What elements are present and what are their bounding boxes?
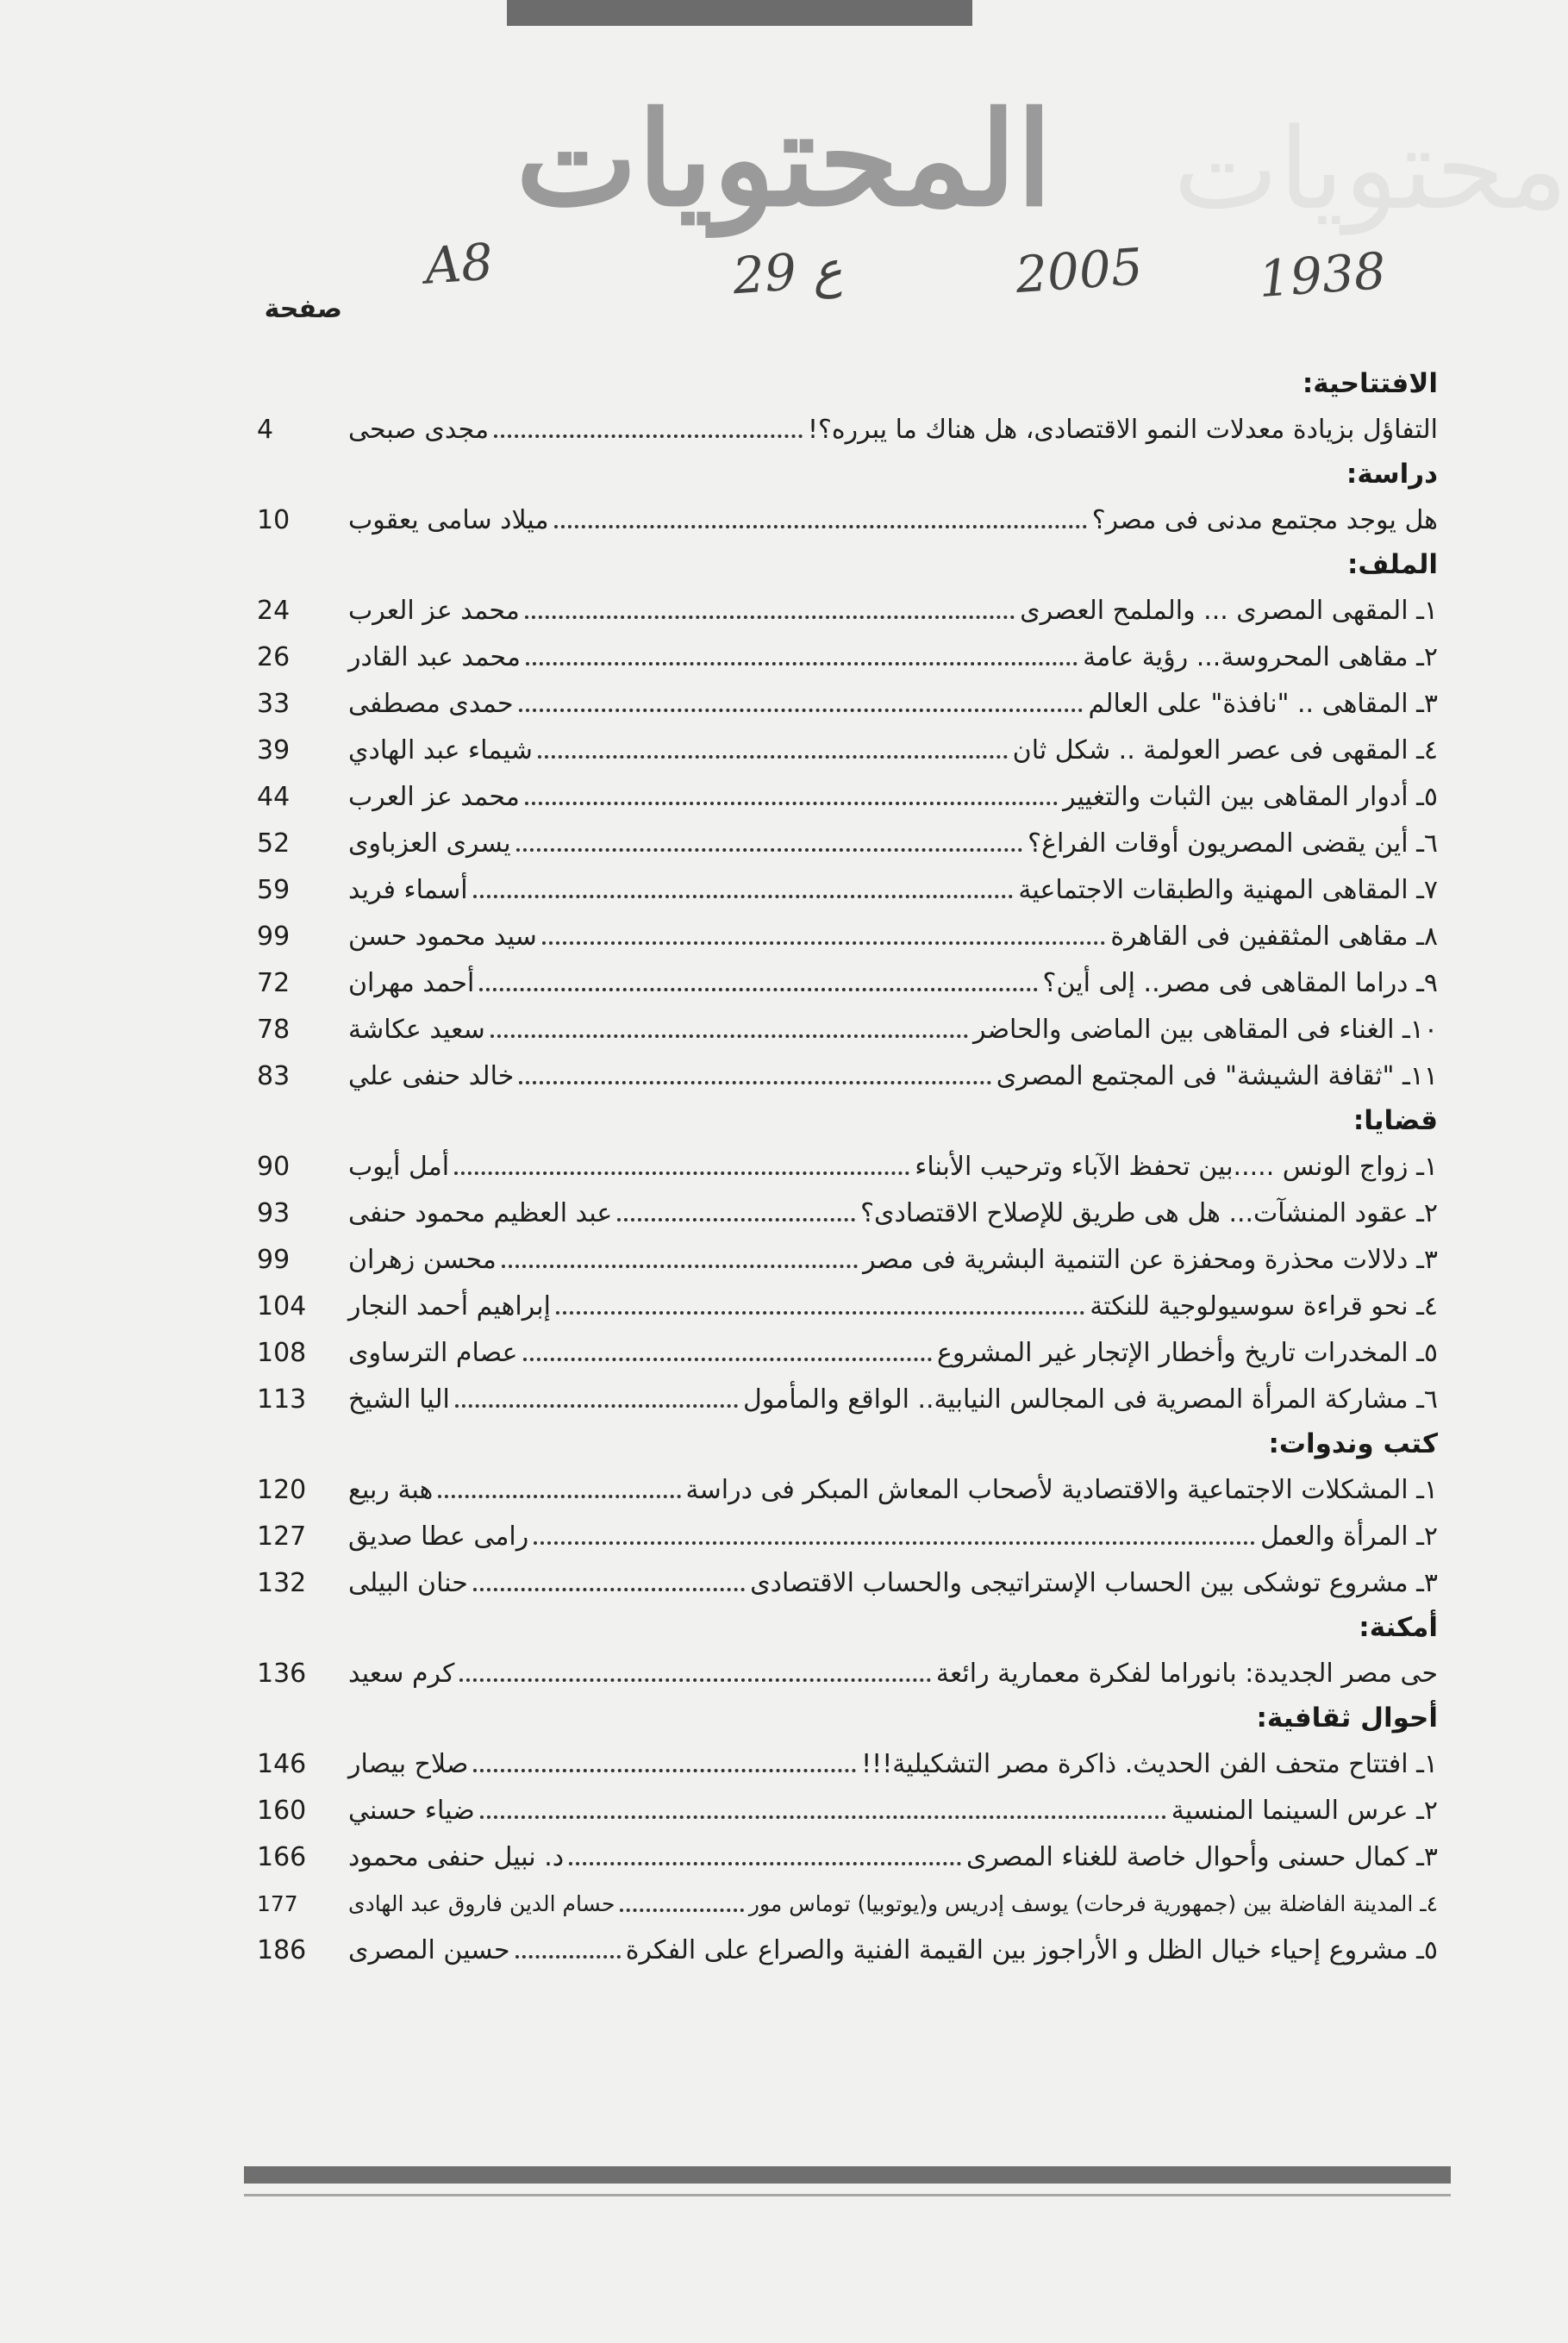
entry-page-number: 120 (257, 1474, 307, 1505)
toc-entry (257, 866, 1438, 913)
entry-title: ٤ـ نحو قراءة سوسيولوجية للنكتة (1090, 1290, 1438, 1321)
entry-title: ١١ـ "ثقافة الشيشة" فى المجتمع المصرى (996, 1060, 1438, 1091)
dot-leader (569, 1862, 961, 1865)
dot-leader (556, 1311, 1084, 1315)
entry-page-number: 33 (257, 688, 290, 719)
toc-entry (257, 773, 1438, 820)
toc-entry (257, 1466, 1438, 1513)
entry-author: عبد العظيم محمود حنفى (348, 1197, 613, 1228)
dot-leader (459, 1678, 931, 1682)
section-heading: الافتتاحية: (1302, 368, 1438, 399)
entry-title: ٩ـ دراما المقاهى فى مصر.. إلى أين؟ (1042, 967, 1438, 998)
toc-entry (257, 959, 1438, 1006)
toc-entry (257, 1834, 1438, 1880)
entry-title: ٢ـ عرس السينما المنسية (1171, 1795, 1438, 1826)
entry-page-number: 44 (257, 781, 290, 812)
entry-page-number: 90 (257, 1151, 290, 1182)
dot-leader (519, 1081, 990, 1084)
entry-title: ٦ـ أين يقضى المصريون أوقات الفراغ؟ (1028, 828, 1438, 859)
handwritten-date: 2005 (1013, 236, 1145, 305)
entry-author: حسين المصرى (348, 1934, 510, 1965)
entry-title: ٥ـ مشروع إحياء خيال الظل و الأراجوز بين القيمة الفنية والصراع على الفكرة (625, 1934, 1438, 1965)
entry-title: التفاؤل بزيادة معدلات النمو الاقتصادى، هل هناك ما يبرره؟! (807, 414, 1438, 445)
dot-leader (473, 1588, 745, 1591)
toc-entry (257, 587, 1438, 634)
dot-leader (455, 1404, 738, 1408)
entry-title: ٣ـ مشروع توشكى بين الحساب الإستراتيجى والحساب الاقتصادى (750, 1567, 1438, 1598)
entry-page-number: 52 (257, 828, 290, 859)
dot-leader (523, 1358, 932, 1361)
entry-author: حسام الدين فاروق عبد الهادى (348, 1890, 615, 1916)
dot-leader (454, 1172, 909, 1175)
toc-entry (257, 1190, 1438, 1236)
entry-page-number: 83 (257, 1060, 290, 1091)
toc-entry (257, 1787, 1438, 1834)
dot-leader (620, 1909, 743, 1912)
entry-author: شيماء عبد الهادي (348, 734, 533, 765)
entry-page-number: 186 (257, 1934, 307, 1965)
entry-title: ٣ـ دلالات محذرة ومحفزة عن التنمية البشرية فى مصر (863, 1244, 1438, 1275)
entry-author: محمد عز العرب (348, 595, 520, 626)
entry-page-number: 24 (257, 595, 290, 626)
entry-page-number: 104 (257, 1290, 307, 1321)
entry-title: ٥ـ أدوار المقاهى بين الثبات والتغيير (1063, 781, 1438, 812)
section-heading: دراسة: (1346, 459, 1438, 490)
entry-page-number: 10 (257, 504, 290, 535)
entry-page-number: 39 (257, 734, 290, 765)
top-gray-bar (507, 0, 972, 26)
toc-entry (257, 1559, 1438, 1606)
entry-author: سعيد عكاشة (348, 1014, 485, 1045)
entry-title: ١٠ـ الغناء فى المقاهى بين الماضى والحاضر (973, 1014, 1438, 1045)
entry-title: ٣ـ المقاهى .. "نافذة" على العالم (1088, 688, 1438, 719)
entry-author: يسرى العزباوى (348, 828, 511, 859)
dot-leader (617, 1218, 855, 1221)
entry-page-number: 132 (257, 1567, 307, 1598)
handwritten-year: 1938 (1256, 241, 1388, 309)
entry-page-number: 26 (257, 641, 290, 672)
entry-page-number: 136 (257, 1658, 307, 1689)
page-title: المحتويات (515, 84, 1053, 235)
entry-title: ٤ـ المقهى فى عصر العولمة .. شكل ثان (1012, 734, 1438, 765)
dot-leader (480, 1815, 1166, 1819)
entry-author: حمدى مصطفى (348, 688, 514, 719)
toc-entry (257, 1053, 1438, 1099)
toc-entry (257, 1740, 1438, 1787)
entry-author: مجدى صبحى (348, 414, 490, 445)
toc-entry (257, 820, 1438, 866)
entry-author: محمد عز العرب (348, 781, 520, 812)
dot-leader (526, 662, 1078, 665)
toc-entry (257, 1006, 1438, 1053)
handwritten-issue: ع 29 (730, 239, 845, 306)
entry-page-number: 72 (257, 967, 290, 998)
entry-author: كرم سعيد (348, 1658, 455, 1689)
dot-leader (494, 434, 803, 438)
bottom-rule (244, 2194, 1451, 2196)
entry-page-number: 127 (257, 1521, 307, 1552)
entry-author: عصام الترساوى (348, 1337, 518, 1368)
toc-entry (257, 1880, 1438, 1927)
toc-entry (257, 1236, 1438, 1283)
entry-title: ٤ـ المدينة الفاضلة بين (جمهورية فرحات) يوسف إدريس و(يوتوبيا) توماس مور (748, 1890, 1438, 1916)
dot-leader (515, 1955, 621, 1959)
entry-page-number: 160 (257, 1795, 307, 1826)
section-heading: كتب وندوات: (1268, 1428, 1438, 1459)
dot-leader (525, 615, 1015, 619)
entry-title: ١ـ زواج الونس .....بين تحفظ الآباء وترحيب الأبناء (915, 1151, 1438, 1182)
entry-author: أحمد مهران (348, 967, 475, 998)
dot-leader (479, 988, 1037, 991)
entry-page-number: 108 (257, 1337, 307, 1368)
entry-title: ١ـ افتتاح متحف الفن الحديث. ذاكرة مصر التشكيلية!!! (861, 1748, 1438, 1779)
dot-leader (502, 1265, 858, 1268)
entry-title: ٢ـ مقاهى المحروسة... رؤية عامة (1083, 641, 1438, 672)
toc-entry (257, 1927, 1438, 1973)
page-column-header: صفحة (264, 294, 342, 324)
entry-author: صلاح بيصار (348, 1748, 469, 1779)
entry-page-number: 59 (257, 874, 290, 905)
toc-entry (257, 1513, 1438, 1559)
bottom-gray-bar (244, 2166, 1451, 2184)
entry-author: خالد حنفى علي (348, 1060, 515, 1091)
section-heading: أمكنة: (1359, 1612, 1438, 1643)
entry-author: إبراهيم أحمد النجار (348, 1290, 551, 1321)
entry-title: حى مصر الجديدة: بانوراما لفكرة معمارية رائعة (935, 1658, 1438, 1689)
entry-page-number: 99 (257, 1244, 290, 1275)
toc-entry (257, 1329, 1438, 1376)
background-ghost-text: محتويات (1172, 103, 1568, 234)
entry-page-number: 93 (257, 1197, 290, 1228)
dot-leader (525, 802, 1058, 805)
dot-leader (554, 525, 1087, 528)
toc-entry (257, 497, 1438, 543)
entry-author: ميلاد سامى يعقوب (348, 504, 549, 535)
dot-leader (538, 755, 1008, 759)
entry-title: ٨ـ مقاهى المثقفين فى القاهرة (1110, 921, 1438, 952)
dot-leader (473, 895, 1014, 898)
entry-page-number: 78 (257, 1014, 290, 1045)
entry-title: ٣ـ كمال حسنى وأحوال خاصة للغناء المصرى (965, 1841, 1438, 1872)
entry-author: هبة ربيع (348, 1474, 434, 1505)
dot-leader (534, 1541, 1255, 1545)
entry-page-number: 4 (257, 414, 274, 445)
entry-author: أمل أيوب (348, 1151, 450, 1182)
dot-leader (438, 1495, 680, 1498)
section-heading: قضايا: (1352, 1105, 1438, 1136)
section-heading: أحوال ثقافية: (1256, 1703, 1438, 1734)
entry-author: محسن زهران (348, 1244, 497, 1275)
entry-title: ١ـ المقهى المصرى ... والملمح العصرى (1020, 595, 1438, 626)
entry-title: ٥ـ المخدرات تاريخ وأخطار الإتجار غير المشروع (936, 1337, 1438, 1368)
entry-author: محمد عبد القادر (348, 641, 521, 672)
entry-author: سيد محمود حسن (348, 921, 537, 952)
entry-author: رامى عطا صديق (348, 1521, 529, 1552)
toc-entry (257, 634, 1438, 680)
entry-title: ٧ـ المقاهى المهنية والطبقات الاجتماعية (1018, 874, 1438, 905)
dot-leader (519, 709, 1084, 712)
toc-entry (257, 1143, 1438, 1190)
dot-leader (473, 1769, 856, 1772)
entry-author: اليا الشيخ (348, 1384, 450, 1415)
section-heading: الملف: (1346, 549, 1438, 580)
toc-entry (257, 1376, 1438, 1422)
toc-entry (257, 727, 1438, 773)
dot-leader (516, 848, 1023, 852)
entry-title: ١ـ المشكلات الاجتماعية والاقتصادية لأصحاب المعاش المبكر فى دراسة (685, 1474, 1438, 1505)
dot-leader (490, 1034, 968, 1038)
entry-title: ٢ـ المرأة والعمل (1260, 1521, 1438, 1552)
dot-leader (542, 941, 1106, 945)
entry-page-number: 146 (257, 1748, 307, 1779)
entry-title: ٦ـ مشاركة المرأة المصرية فى المجالس النيابية.. الواقع والمأمول (742, 1384, 1438, 1415)
entry-page-number: 177 (257, 1890, 298, 1916)
entry-title: هل يوجد مجتمع مدنى فى مصر؟ (1091, 504, 1438, 535)
entry-author: ضياء حسني (348, 1795, 475, 1826)
table-of-contents (257, 362, 1438, 1973)
toc-entry (257, 1650, 1438, 1696)
entry-page-number: 99 (257, 921, 290, 952)
entry-page-number: 113 (257, 1384, 307, 1415)
toc-entry (257, 406, 1438, 453)
entry-title: ٢ـ عقود المنشآت... هل هى طريق للإصلاح الاقتصادى؟ (860, 1197, 1438, 1228)
entry-author: حنان البيلى (348, 1567, 468, 1598)
entry-author: د. نبيل حنفى محمود (348, 1841, 565, 1872)
entry-page-number: 166 (257, 1841, 307, 1872)
toc-entry (257, 680, 1438, 727)
toc-entry (257, 1283, 1438, 1329)
entry-author: أسماء فريد (348, 874, 468, 905)
handwritten-code: A8 (422, 232, 496, 296)
toc-entry (257, 913, 1438, 959)
